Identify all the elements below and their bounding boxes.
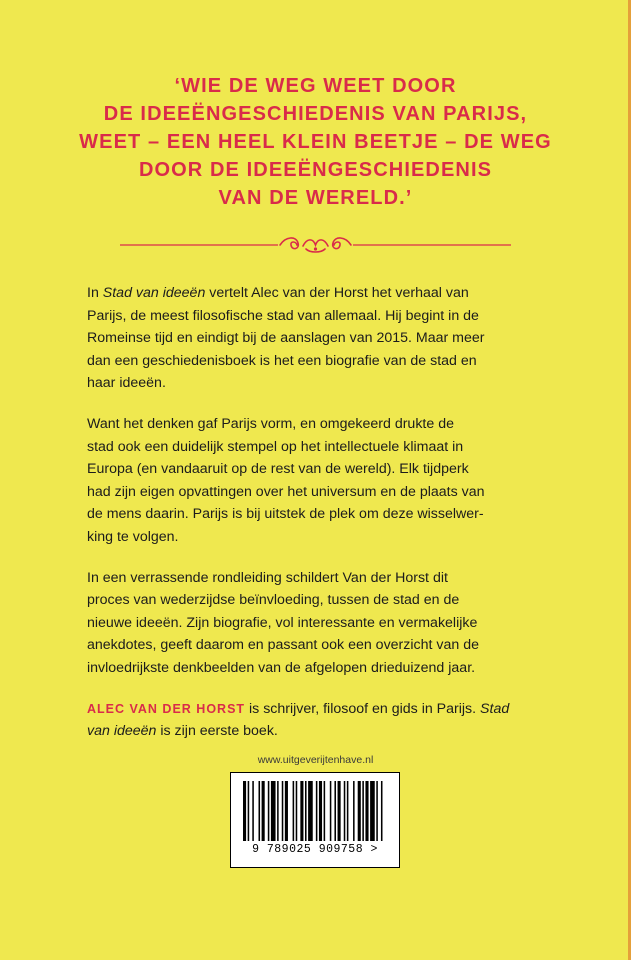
text-run: is zijn eerste boek. <box>156 723 278 740</box>
barcode-bar <box>347 781 349 841</box>
text-run: is schrijver, filosoof en gids in Parijs. <box>245 700 481 717</box>
barcode-bar <box>316 781 318 841</box>
quote-line: WEET – EEN HEEL KLEIN BEETJE – DE WEG <box>79 131 552 153</box>
paragraph-line: proces van wederzijdse beïnvloeding, tussen de stad en de <box>87 592 460 609</box>
barcode-bar <box>362 781 364 841</box>
barcode-bar <box>324 781 326 841</box>
barcode-bar <box>358 781 361 841</box>
barcode-bar <box>319 781 322 841</box>
text-run: vertelt Alec van der Horst het verhaal van <box>205 285 469 301</box>
isbn-barcode <box>230 772 400 868</box>
blurb <box>87 282 551 761</box>
paragraph-line: had zijn eigen opvattingen over het universum en de plaats van <box>87 483 485 500</box>
barcode-bar <box>277 781 279 841</box>
isbn-number: 9 789025 909758 > <box>252 843 378 856</box>
barcode-bar <box>243 781 246 841</box>
paragraph-line: nieuwe ideeën. Zijn biografie, vol interessante en vermakelijke <box>87 614 478 631</box>
pull-quote <box>50 72 581 212</box>
publisher-website: www.uitgeverijtenhave.nl <box>257 754 374 766</box>
author-bio <box>87 698 551 743</box>
paragraph-tour <box>87 567 551 680</box>
barcode-bar <box>338 781 341 841</box>
barcode-bar <box>300 781 303 841</box>
paragraph-line: Parijs, de meest filosofische stad van allemaal. Hij begint in de <box>87 307 479 324</box>
quote-line: ‘WIE DE WEG WEET DOOR <box>174 75 457 97</box>
paragraph-line: stad ook een duidelijk stempel op het intellectuele klimaat in <box>87 438 464 455</box>
barcode-bar <box>370 781 375 841</box>
book-title-italic: Stad <box>480 700 510 717</box>
paragraph-line: Romeinse tijd en eindigt bij de aanslagen van 2015. Maar meer <box>87 330 485 347</box>
barcode-bar <box>271 781 276 841</box>
paragraph-line: anekdotes, geeft daarom en passant ook een overzicht van de <box>87 637 479 654</box>
book-title-italic: Stad van ideeën <box>102 285 206 301</box>
barcode-bar <box>262 781 265 841</box>
paragraph-line: invloedrijkste denkbeelden van de afgelopen drieduizend jaar. <box>87 659 476 676</box>
barcode-bar <box>282 781 284 841</box>
barcode-bar <box>381 781 383 841</box>
barcode-bar <box>308 781 313 841</box>
book-title-italic: van ideeën <box>87 723 157 740</box>
barcode-bar <box>376 781 378 841</box>
paragraph-line: king te volgen. <box>87 528 179 545</box>
barcode-bar <box>268 781 270 841</box>
barcode-bar <box>353 781 355 841</box>
paragraph-line: Europa (en vandaaruit op de rest van de wereld). Elk tijdperk <box>87 461 469 478</box>
paragraph-thinking <box>87 413 551 549</box>
barcode-bar <box>334 781 336 841</box>
paragraph-line: Want het denken gaf Parijs vorm, en omgekeerd drukte de <box>87 415 454 432</box>
quote-line: DE IDEEËNGESCHIEDENIS VAN PARIJS, <box>103 103 528 125</box>
barcode-bar <box>296 781 298 841</box>
barcode-bar <box>330 781 332 841</box>
paragraph-intro <box>87 282 551 395</box>
text-run: In <box>87 285 103 301</box>
quote-line: DOOR DE IDEEËNGESCHIEDENIS <box>138 159 493 181</box>
paragraph-line: dan een geschiedenisboek is het een biografie van de stad en <box>87 352 477 369</box>
barcode-bar <box>285 781 288 841</box>
quote-line: VAN DE WERELD.’ <box>218 187 413 209</box>
paragraph-line: haar ideeën. <box>87 375 166 392</box>
paragraph-line: de mens daarin. Parijs is bij uitstek de plek om deze wisselwer- <box>87 506 484 523</box>
author-name: ALEC VAN DER HORST <box>87 701 246 716</box>
barcode-bar <box>305 781 307 841</box>
barcode-bar <box>293 781 295 841</box>
barcode-bar <box>365 781 368 841</box>
paragraph-line: In een verrassende rondleiding schildert Van der Horst dit <box>87 569 448 586</box>
flourish-divider-icon <box>120 232 511 258</box>
barcode-bar <box>252 781 254 841</box>
barcode-bar <box>248 781 250 841</box>
barcode-bar <box>259 781 261 841</box>
barcode-bar <box>344 781 346 841</box>
